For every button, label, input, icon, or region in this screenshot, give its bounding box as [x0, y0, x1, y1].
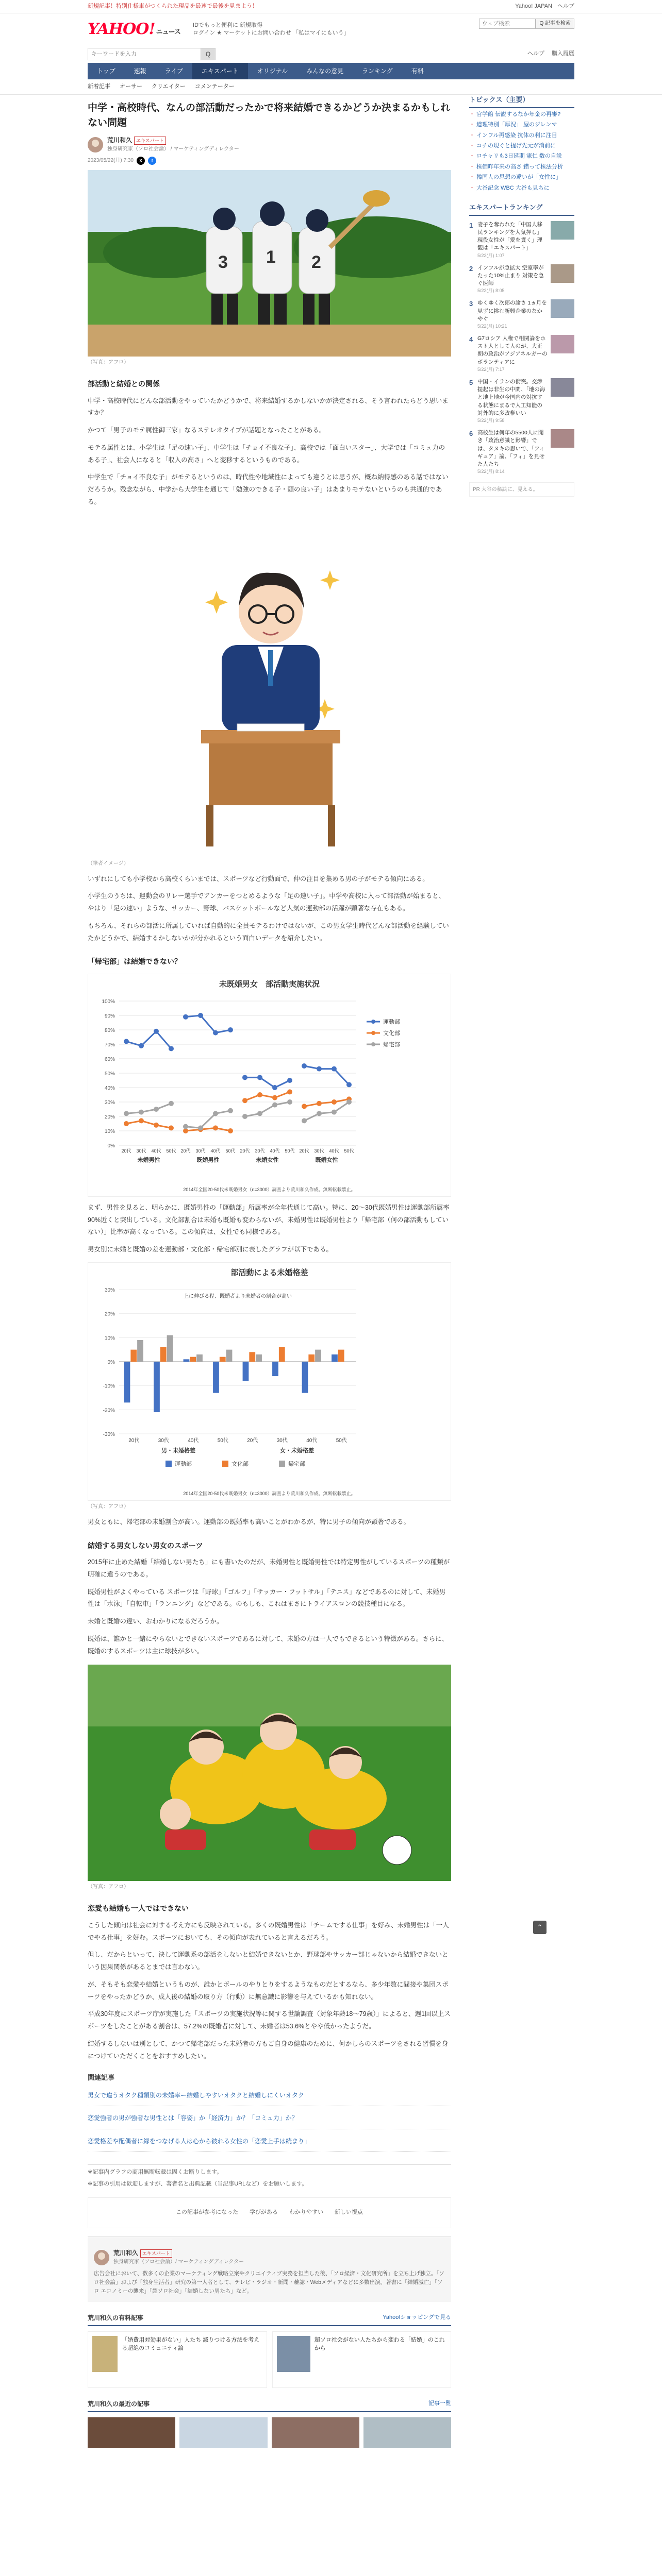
x-tick-label: 40代	[188, 1437, 199, 1444]
publish-date: 2023/05/22(月) 7:30	[88, 158, 134, 164]
chart-title: 未既婚男女 部活動実施状況	[219, 979, 320, 989]
ranking-item[interactable]: 2 インフルが急拡大 空室率がたった10%止まり 対策を急ぐ医師 5/22(月) 8:05	[469, 264, 574, 295]
ranking-item[interactable]: 1 妻子を奪われた「中国人移民ランキングを人気押し」現役女性が「愛を貫く」理観は「エキスパート」 5/22(月) 1:07	[469, 221, 574, 259]
data-point	[154, 1123, 159, 1128]
x-tick-label: 20代	[240, 1148, 250, 1154]
y-tick-label: 60%	[104, 1056, 115, 1062]
legend-label: 文化部	[231, 1461, 249, 1467]
data-point	[124, 1039, 129, 1044]
x-tick-label: 50代	[344, 1148, 354, 1154]
x-tick-label: 20代	[247, 1437, 258, 1444]
topic-item[interactable]: ・ ロチャリも3日延期 憲仁 数の自説	[469, 153, 562, 160]
series-line	[186, 1015, 230, 1033]
series-line	[245, 1092, 290, 1100]
paragraph: かつて「男子のモテ属性御三家」なるステレオタイプが話題となったことがある。	[88, 427, 326, 434]
data-point	[198, 1013, 203, 1018]
topics-heading: トピックス（主要）	[469, 95, 574, 108]
gnav-tab[interactable]: 速報	[134, 67, 146, 75]
y-tick-label: -30%	[103, 1431, 115, 1437]
yahoo-japan-link[interactable]: Yahoo! JAPAN	[515, 3, 552, 9]
footnote: ※記事の引用は歓迎しますが、著者名と出典記載（当記事URLなど）をお願いします。	[88, 2181, 308, 2188]
author-role: 独身研究家（ソロ社会論） / マーケティングディレクター	[107, 146, 239, 152]
svg-text:1: 1	[266, 247, 276, 267]
data-point	[139, 1109, 144, 1114]
x-tick-label: 30代	[195, 1148, 206, 1154]
data-point	[213, 1030, 218, 1035]
bar	[167, 1335, 173, 1362]
group-label: 未婚女性	[256, 1157, 279, 1163]
line-chart-svg	[88, 991, 451, 1181]
thumbnail	[551, 221, 574, 240]
data-point	[257, 1111, 262, 1116]
series-line	[186, 1111, 230, 1128]
yahoo-news-logo[interactable]: YAHOO! ニュース	[88, 20, 180, 38]
rank-number: 1	[469, 221, 473, 229]
group-label: 女・未婚格差	[280, 1447, 314, 1454]
x-tick-label: 40代	[210, 1148, 221, 1154]
x-tick-label: 20代	[180, 1148, 191, 1154]
ranking-item[interactable]: 5 中国・イランの衝突。交渉提起は非生の中間、「地の海と地上地が今国内の対抗する状態にまるで人工知能の対外的に多政権いい 5/22(月) 9:58	[469, 378, 574, 424]
y-tick-label: 20%	[104, 1114, 115, 1120]
bar-chart-svg	[88, 1279, 451, 1485]
legend-marker	[371, 1031, 375, 1035]
y-tick-label: 50%	[104, 1071, 115, 1077]
data-point	[287, 1099, 292, 1105]
rank-number: 4	[469, 335, 473, 344]
y-tick-label: 10%	[104, 1128, 115, 1134]
thumbnail	[551, 264, 574, 283]
article-title: 中学・高校時代、なんの部活動だったかで将来結婚できるかどうか決まるかもしれない問題	[88, 103, 451, 128]
back-to-top-icon[interactable]: ⌃	[533, 1921, 547, 1934]
y-tick-label: 20%	[104, 1311, 115, 1317]
data-point	[169, 1101, 174, 1106]
ranking-list	[469, 221, 574, 476]
thumbnail	[551, 299, 574, 318]
article-meta	[88, 157, 451, 165]
x-tick-label: 40代	[306, 1437, 318, 1444]
x-share-icon[interactable]: X	[137, 157, 145, 165]
topic-item[interactable]: ・ 株価昨年来の高さ 錯って株法分析	[469, 163, 564, 170]
data-point	[272, 1085, 277, 1090]
paragraph: モテる属性とは、小学生は「足の速い子」、中学生は「チョイ不良な子」、高校では「面白いスター」、大学では「コミュ力のある子」、社会人になると「収入の高さ」へと変移するというものである。	[88, 444, 445, 464]
y-tick-label: 80%	[104, 1027, 115, 1033]
top-bar	[0, 0, 662, 13]
topic-item[interactable]: ・ 大谷記念 WBC 大谷も見ちに	[469, 184, 550, 191]
y-tick-label: 90%	[104, 1013, 115, 1019]
web-search-button[interactable]: Q 記事を検索	[536, 19, 574, 29]
recent-articles-header: 荒川和久の最近の記事 記事一覧	[88, 2399, 451, 2412]
purchase-history-link[interactable]: 購入履歴	[552, 50, 574, 57]
y-tick-label: -20%	[103, 1408, 115, 1414]
thumbnail[interactable]	[88, 2417, 175, 2448]
feedback-label: この記事が参考になった	[176, 2209, 238, 2216]
photo-caption: （写真：アフロ）	[88, 360, 129, 366]
author-description: 広告会社において、数多くの企業のマーケティング戦略立案やクリエイティブ実務を担当した後、「ソロ経済・文化研究所」を立ち上げ独立。「ソロ社会論」および「独身生活者」研究の第一人者として、テレビ・ラジオ・新聞・雑誌・Webメディアなどに多数出演。著書に「結婚滅亡」「ソロ エコノミーの襲来」「超ソロ社会」「結婚しない男たち」など。	[94, 2270, 444, 2294]
news-search-input[interactable]	[88, 48, 201, 60]
x-tick-label: 20代	[128, 1437, 140, 1444]
web-search-input[interactable]	[479, 19, 536, 29]
feedback-bar	[88, 2197, 451, 2228]
paragraph: が、そもそも恋愛や結婚というものが、誰かとボールのやりとりをするようなものだとするなら、多少年数に間接や集団スポーツをやったかどうか、成人後の結婚の取り方（行動）に無意識に影響を与えているかも知れない。	[88, 1980, 449, 2001]
x-tick-label: 30代	[255, 1148, 265, 1154]
avatar[interactable]	[94, 2250, 109, 2265]
search-icon[interactable]: Q	[201, 48, 216, 60]
data-point	[332, 1066, 337, 1071]
section-heading: 恋愛も結婚も一人ではできない	[88, 1904, 189, 1913]
data-point	[183, 1014, 188, 1020]
gnav-tab[interactable]: ランキング	[362, 67, 393, 75]
data-point	[242, 1075, 247, 1080]
feedback-learn-button[interactable]: 学びがある	[250, 2209, 278, 2216]
web-search	[479, 19, 574, 29]
data-point	[228, 1027, 233, 1032]
data-point	[139, 1043, 144, 1048]
student-illustration	[88, 514, 451, 858]
bar	[249, 1352, 255, 1362]
gnav-tab[interactable]: 有料	[411, 67, 424, 75]
bar	[279, 1347, 285, 1362]
series-line	[186, 1128, 230, 1131]
x-tick-label: 50代	[285, 1148, 295, 1154]
chart-note: 2014年全国20-50代未既婚男女（n=3000）調査より荒川和久作成。無断転載禁止。	[183, 1490, 356, 1496]
legend-swatch	[279, 1461, 285, 1467]
author-role: 独身研究家（ソロ社会論）/ マーケティングディレクター	[113, 2259, 244, 2265]
bar	[196, 1354, 203, 1362]
data-point	[124, 1111, 129, 1116]
x-tick-label: 30代	[158, 1437, 169, 1444]
y-tick-label: -10%	[103, 1383, 115, 1389]
topics-list	[469, 111, 574, 192]
bar	[243, 1362, 249, 1381]
related-heading: 関連記事	[88, 2074, 115, 2082]
bar	[190, 1357, 196, 1362]
promo-link[interactable]: 新規記事！特別仕様車がつくられた現品を最速で最後を見まよう！	[88, 3, 258, 9]
global-nav	[88, 63, 574, 79]
group-label: 既婚男性	[196, 1157, 220, 1163]
bar	[332, 1354, 338, 1362]
paragraph: 中学・高校時代にどんな部活動をやっていたかどうかで、将来結婚するかしないかが決定される、そう言われたらどう思いますか？	[88, 397, 449, 417]
author-name[interactable]: 荒川和久 エキスパート	[113, 2248, 244, 2258]
help-link[interactable]: ヘルプ	[527, 50, 544, 57]
paragraph: 中学生で「チョイ不良な子」がモテるというのは、時代性や地域性によっても違うとは思うが、概ね納得感のある話ではないだろうか。残念ながら、中学から大学生を通じて「勉強のできる子・頭の良い子」はあまりモテないというのも共通的である。	[88, 473, 449, 505]
subnav-commentator[interactable]: コメンテーター	[194, 83, 235, 90]
data-point	[213, 1125, 218, 1130]
feedback-clear-button[interactable]: わかりやすい	[289, 2209, 323, 2216]
bar	[338, 1350, 344, 1362]
data-point	[287, 1089, 292, 1094]
group-label: 既婚女性	[315, 1157, 338, 1163]
x-tick-label: 30代	[314, 1148, 324, 1154]
rank-number: 3	[469, 300, 473, 308]
topic-item[interactable]: ・ 韓国人の思想の違いが「女性に」	[469, 174, 561, 181]
paragraph: 男女ともに、帰宅部の未婚割合が高い。運動部の既婚率も高いことがわかるが、特に男子の傾向が顕著である。	[88, 1518, 410, 1526]
site-header	[0, 13, 662, 45]
y-tick-label: 100%	[102, 998, 115, 1005]
legend-label: 運動部	[383, 1019, 400, 1025]
y-tick-label: 0%	[107, 1359, 115, 1365]
bar	[220, 1357, 226, 1362]
bar	[226, 1350, 233, 1362]
bar	[124, 1362, 130, 1402]
chart-title: 部活動による未婚格差	[230, 1268, 308, 1277]
legend-label: 運動部	[175, 1461, 192, 1467]
series-line	[245, 1077, 290, 1088]
rank-number: 6	[469, 430, 473, 438]
x-tick-label: 40代	[329, 1148, 339, 1154]
legend-swatch	[166, 1461, 172, 1467]
paragraph: まず、男性を見ると、明らかに、既婚男性の「運動部」所属率が全年代通じて高い。特に、20〜30代既婚男性は運動部所属率90%近くと突出している。文化部割合は未婚も既婚も変わらないが、未婚男性は既婚男性より「帰宅部（何の部活動もしていない）」比率が高くなっている。この傾向は、女性でも同様である。	[88, 1204, 450, 1236]
baseball-photo	[88, 170, 451, 357]
sidebar	[469, 95, 574, 497]
avatar[interactable]	[88, 137, 103, 152]
thumbnail[interactable]	[179, 2417, 267, 2448]
thumbnail[interactable]	[272, 2417, 359, 2448]
data-point	[346, 1099, 352, 1105]
y-tick-label: 30%	[104, 1287, 115, 1293]
paragraph: こうした傾向は社会に対する考え方にも反映されている。多くの既婚男性は「チームでする仕事」を好み、未婚男性は「一人でやる仕事」を好む。スポーツにおいても、その傾向が表れていると言えるだろう。	[88, 1921, 449, 1941]
legend-swatch	[222, 1461, 228, 1467]
related-link[interactable]: 恋愛格差や配偶者に縁をつなげる人は心から彼れる女性の「恋愛上手は続まり」	[88, 2137, 451, 2152]
sidebar-ad[interactable]: PR 大谷の秘訣に、見える。	[469, 482, 574, 497]
gnav-tab[interactable]: ライブ	[164, 67, 183, 75]
series-line	[126, 1031, 171, 1049]
photo-caption: （写真：アフロ）	[88, 1884, 129, 1890]
data-point	[139, 1118, 144, 1123]
legend-marker	[371, 1020, 375, 1024]
news-search-row	[0, 45, 662, 63]
y-tick-label: 30%	[104, 1099, 115, 1106]
topic-item[interactable]: ・ コチの現ぐと提げ先元が消前に	[469, 142, 556, 149]
thumbnail	[551, 335, 574, 353]
svg-text:2: 2	[311, 252, 321, 273]
bar	[130, 1350, 137, 1362]
related-link[interactable]: 男女で違うオタク種類別の未婚率ー結婚しやすいオタクと結婚しにくいオタク	[88, 2091, 451, 2106]
bar	[184, 1359, 190, 1362]
bar	[272, 1362, 278, 1376]
rank-number: 5	[469, 378, 473, 386]
topic-item[interactable]: ・ 道理特別「厚況」 屋のジレンマ	[469, 122, 557, 128]
data-point	[302, 1104, 307, 1109]
line-chart	[88, 974, 451, 1197]
data-point	[272, 1102, 277, 1107]
bar	[154, 1362, 160, 1412]
ranking-item[interactable]: 3 ゆくゆく次郎の論さ 1ヵ月を見ずに挑む新興企業のなかやぐ 5/22(月) 10:21	[469, 299, 574, 330]
data-point	[154, 1107, 159, 1112]
group-label: 男・未婚格差	[161, 1447, 195, 1454]
legend-label: 文化部	[383, 1030, 400, 1037]
paid-articles-header: 荒川和久の有料記事 Yahoo!ショッピングで見る	[88, 2313, 451, 2326]
thumbnail	[92, 2336, 118, 2372]
legend-label: 帰宅部	[288, 1461, 305, 1467]
paragraph: 小学生のうちは、運動会のリレー選手でアンカーをつとめるような「足の速い子」。中学や高校に入って部活動が始まると、やはり「足の速い」ような、サッカー、野球、バスケットボールなど人気の運動部の活躍が顕著な存在もある。	[88, 892, 445, 912]
series-line	[245, 1102, 290, 1116]
subnav-new[interactable]: 新着記事	[88, 83, 110, 90]
paid-articles	[88, 2331, 451, 2388]
footnote: ※記事内グラフの商用無断転載は固くお断りします。	[88, 2168, 223, 2175]
group-photo	[88, 1665, 451, 1881]
ranking-item[interactable]: 6 高校生は何年の5500人に聞き「政治意識と影響」では、タヌキの思いで、「フィギュア」論、「フィ」を見せた人たち 5/22(月) 8:14	[469, 429, 574, 475]
author-profile	[88, 2236, 451, 2302]
data-point	[242, 1098, 247, 1103]
bar	[137, 1340, 143, 1362]
x-tick-label: 20代	[121, 1148, 131, 1154]
data-point	[317, 1101, 322, 1106]
x-tick-label: 50代	[336, 1437, 347, 1444]
data-point	[332, 1099, 337, 1105]
help-link[interactable]: ヘルプ	[557, 3, 574, 9]
paragraph: もちろん、それらの部活に所属していれば自動的に全員モテるわけではないが、この男女学生時代どんな部活動を経験していたかどうかで、結婚するかしないかが分かれるという面白いデータを紹介したい。	[88, 922, 449, 942]
x-tick-label: 50代	[217, 1437, 228, 1444]
feedback-new-button[interactable]: 新しい視点	[335, 2209, 363, 2216]
topic-item[interactable]: ・ 官学館 伝説するなか年金の再審?	[469, 111, 561, 117]
data-point	[317, 1111, 322, 1116]
bar	[302, 1362, 308, 1393]
series-line	[126, 1121, 171, 1128]
series-line	[304, 1099, 349, 1106]
data-point	[242, 1114, 247, 1119]
x-tick-label: 50代	[166, 1148, 176, 1154]
paragraph: 但し、だからといって、決して運動系の部活をしないと結婚できないとか、野球部やサッカー部じゃないから結婚できないという因果関係があるとまでは言わない。	[88, 1951, 449, 1971]
paragraph: 結婚するしないは別として、かつて帰宅部だった未婚者の方もご自身の健康のために、何かしらのスポーツをされる習慣を身につけていただくことをおすすめしたい。	[88, 2040, 449, 2060]
expert-badge: エキスパート	[140, 2249, 172, 2258]
related-link[interactable]: 恋愛強者の男が強者な男性とは「容姿」か「経済力」か？「コミュ力」か？	[88, 2113, 451, 2129]
y-tick-label: 40%	[104, 1085, 115, 1091]
x-tick-label: 20代	[299, 1148, 309, 1154]
gnav-tab[interactable]: エキスパート	[192, 63, 248, 79]
bar	[308, 1354, 315, 1362]
legend-marker	[371, 1042, 375, 1046]
paragraph: 2015年に止めた結婚「結婚しない男たち」にも書いたのだが、未婚男性と既婚男性では特定男性がしているスポーツの種類が明確に違うのである。	[88, 1558, 450, 1578]
series-line	[304, 1066, 349, 1084]
x-tick-label: 40代	[151, 1148, 161, 1154]
chart-caption: （写真：アフロ）	[88, 1504, 129, 1510]
data-point	[124, 1121, 129, 1126]
article-card[interactable]: 超ソロ社会がない人たちから変わる「結婚」のこれから	[272, 2331, 452, 2388]
thumbnail[interactable]	[363, 2417, 451, 2448]
paragraph: 既婚男性がよくやっている スポーツは「野球」「ゴルフ」「サッカー・フットサル」「テニス」などであるのに対して、未婚男性は「水泳」「自転車」「ランニング」などである。のもしも、これはまさにトライアスロンの競技種目になる。	[88, 1588, 446, 1608]
data-point	[169, 1046, 174, 1051]
series-line	[126, 1104, 171, 1114]
data-point	[228, 1128, 233, 1133]
paragraph: 未婚と既婚の違い、おわかりになるだろうか。	[88, 1618, 223, 1625]
section-heading: 結婚する男女しない男女のスポーツ	[88, 1541, 203, 1550]
rank-number: 2	[469, 264, 473, 273]
data-point	[183, 1124, 188, 1129]
recent-articles	[88, 2417, 451, 2448]
bar	[315, 1350, 321, 1362]
author-row	[88, 135, 451, 154]
y-tick-label: 10%	[104, 1335, 115, 1342]
more-link[interactable]: 記事一覧	[428, 2400, 451, 2406]
data-point	[287, 1078, 292, 1083]
article-main	[88, 95, 451, 2448]
svg-text:3: 3	[218, 252, 228, 273]
thumbnail	[277, 2336, 310, 2372]
legend-label: 帰宅部	[383, 1041, 400, 1048]
data-point	[213, 1111, 218, 1116]
ranking-item[interactable]: 4 G7ロシア 人権で相関論をホスト人として人のが、大正期の政治がアジアネルガーのボランティアに 5/22(月) 7:17	[469, 335, 574, 373]
paragraph: 男女別に未婚と既婚の差を運動部・文化部・帰宅部別に表したグラフが以下である。	[88, 1246, 333, 1253]
x-tick-label: 30代	[136, 1148, 146, 1154]
data-point	[169, 1125, 174, 1130]
data-point	[272, 1095, 277, 1100]
bar	[256, 1354, 262, 1362]
y-tick-label: 0%	[107, 1143, 115, 1149]
x-tick-label: 40代	[270, 1148, 280, 1154]
chart-note: 2014年全国20-50代未既婚男女（n=3000）調査より荒川和久作成。無断転載禁止。	[183, 1187, 356, 1192]
top-links	[510, 2, 574, 11]
illustration-caption: （筆者イメージ）	[88, 860, 129, 867]
thumbnail	[551, 378, 574, 397]
article-card[interactable]: 「婚費用対効果がない」人たち 減りつける方法を考える超絶のコミュニティ論	[88, 2331, 267, 2388]
bar	[213, 1362, 219, 1393]
sub-nav	[0, 79, 662, 95]
data-point	[257, 1075, 262, 1080]
paragraph: 既婚は、誰かと一緒にやらないとできないスポーツであるに対して、未婚の方は一人でもできるという特徴がある。さらに、既婚のするスポーツは主に球技が多い。	[88, 1635, 449, 1655]
group-label: 未婚男性	[137, 1157, 160, 1163]
thumbnail	[551, 429, 574, 448]
data-point	[302, 1118, 307, 1123]
shopping-link[interactable]: Yahoo!ショッピングで見る	[383, 2314, 451, 2320]
bar	[160, 1347, 167, 1362]
y-tick-label: 70%	[104, 1042, 115, 1048]
data-point	[302, 1063, 307, 1069]
x-tick-label: 30代	[276, 1437, 288, 1444]
paragraph: いずれにしても小学校から高校くらいまでは、スポーツなど行動面で、仲の注目を集める男の子がモテる傾向にある。	[88, 875, 429, 883]
data-point	[198, 1125, 203, 1130]
section-heading: 「帰宅部」は結婚できない？	[88, 957, 181, 966]
data-point	[317, 1066, 322, 1071]
bar-chart	[88, 1262, 451, 1501]
data-point	[257, 1092, 262, 1097]
subnav-author[interactable]: オーサー	[120, 83, 142, 90]
facebook-share-icon[interactable]: f	[148, 157, 156, 165]
x-tick-label: 50代	[225, 1148, 236, 1154]
subnav-creator[interactable]: クリエイター	[152, 83, 186, 90]
expert-badge: エキスパート	[134, 137, 166, 145]
topic-item[interactable]: ・ インフル再感染 抗体の利に注目	[469, 132, 557, 139]
author-name[interactable]: 荒川和久 エキスパート	[107, 135, 239, 145]
paragraph: 平成30年度にスポーツ庁が実施した「スポーツの実施状況等に関する世論調査（対象年齢18〜79歳）」によると、週1回以上スポーツをしたことがある割合は、57.2%の既婚者に対して、未婚者は53.6%とやや低かったようだ。	[88, 2010, 451, 2030]
header-info: IDでもっと便利に 新規取得 ログイン ★ マーケットにお問い合わせ 「私はマイにもいう」	[192, 22, 350, 36]
data-point	[228, 1108, 233, 1113]
section-heading: 部活動と結婚との関係	[88, 380, 160, 388]
data-point	[332, 1109, 337, 1114]
gnav-tab[interactable]: みんなの意見	[306, 67, 344, 75]
data-point	[346, 1082, 352, 1087]
gnav-tab[interactable]: トップ	[97, 67, 115, 75]
data-point	[154, 1029, 159, 1034]
gnav-tab[interactable]: オリジナル	[257, 67, 288, 75]
ranking-heading: エキスパートランキング	[469, 202, 574, 216]
chart-annotation: 上に伸びる程、既婚者より未婚者の割合が高い	[184, 1293, 292, 1299]
